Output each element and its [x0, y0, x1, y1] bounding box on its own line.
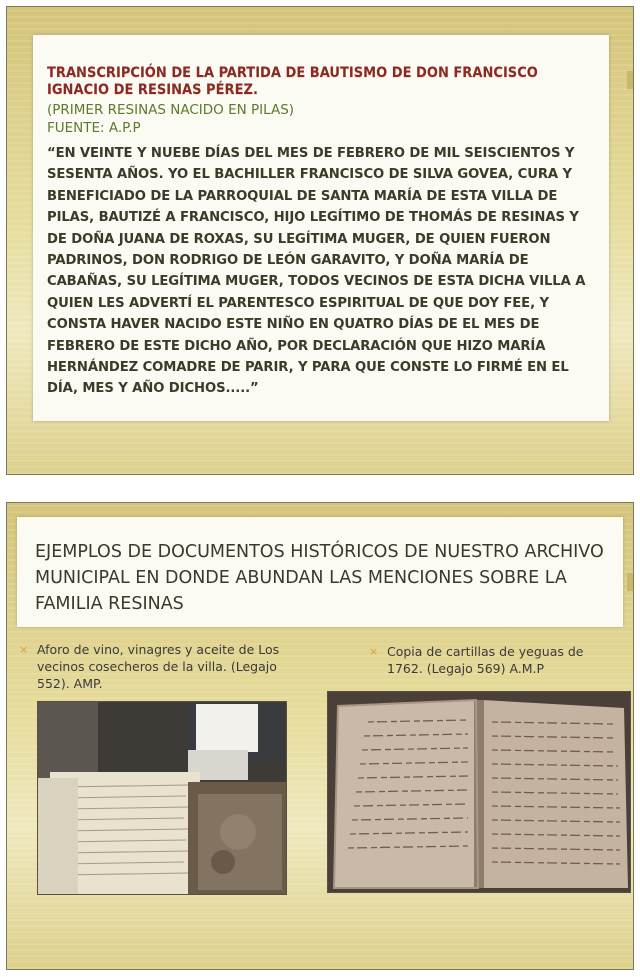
bullet-mark-icon: × [369, 645, 379, 658]
transcription-panel [33, 35, 609, 421]
transcription-subtitle: (PRIMER RESINAS NACIDO EN PILAS) [47, 102, 295, 118]
slide-baptism-transcription [6, 6, 634, 475]
manuscript-photo-illustration [328, 692, 630, 892]
bullet-mark-icon: × [19, 643, 29, 656]
documents-title: EJEMPLOS DE DOCUMENTOS HISTÓRICOS DE NUESTRO ARCHIVO MUNICIPAL EN DONDE ABUNDAN LAS MENCIONES SOBRE LA FAMILIA RESINAS [35, 542, 604, 614]
documents-title-panel [17, 517, 623, 627]
transcription-source: FUENTE: A.P.P [47, 120, 141, 136]
slide-historical-documents [6, 502, 634, 970]
left-caption: Aforo de vino, vinagres y aceite de Los vecinos cosecheros de la villa. (Legajo 552). AMP. [37, 642, 280, 691]
transcription-title: TRANSCRIPCIÓN DE LA PARTIDA DE BAUTISMO DE DON FRANCISCO IGNACIO DE RESINAS PÉREZ. [47, 65, 538, 98]
right-caption: Copia de cartillas de yeguas de 1762. (Legajo 569) A.M.P [387, 644, 584, 676]
ledgers-photo [37, 701, 287, 895]
right-bullet [369, 643, 617, 677]
ledgers-photo-illustration [38, 702, 286, 894]
slide-edge-tab [627, 573, 633, 591]
transcription-body: “EN VEINTE Y NUEBE DÍAS DEL MES DE FEBRERO DE MIL SEISCIENTOS Y SESENTA AÑOS. YO EL BACHILLER FRANCISCO DE SILVA GOVEA, CURA Y BENEFICIADO DE LA PARROQUIAL DE SANTA MARÍA DE ESTA VILLA DE PILAS, BAUTIZÉ A FRANCISCO, HIJO LEGÍTIMO DE THOMÁS DE RESINAS Y DE DOÑA JUANA DE ROXAS, SU LEGÍTIMA MUGER, DE QUIEN FUERON PADRINOS, DON RODRIGO DE LEÓN GARAVITO, Y DOÑA MARÍA DE CABAÑAS, SU LEGÍTIMA MUGER, TODOS VECINOS DE ESTA DICHA VILLA A QUIEN LES ADVERTÍ EL PARENTESCO ESPIRITUAL DE QUE DOY FEE, Y CONSTA HAVER NACIDO ESTE NIÑO EN QUATRO DÍAS DE EL MES DE FEBRERO DE ESTE DICHO AÑO, POR DECLARACIÓN QUE HIZO MARÍA HERNÁNDEZ COMADRE DE PARIR, Y PARA QUE CONSTE LO FIRMÉ EN EL DÍA, MES Y AÑO DICHOS.....” [47, 146, 586, 397]
left-bullet [19, 641, 287, 692]
manuscript-photo [327, 691, 631, 893]
slide-edge-tab [627, 71, 633, 89]
